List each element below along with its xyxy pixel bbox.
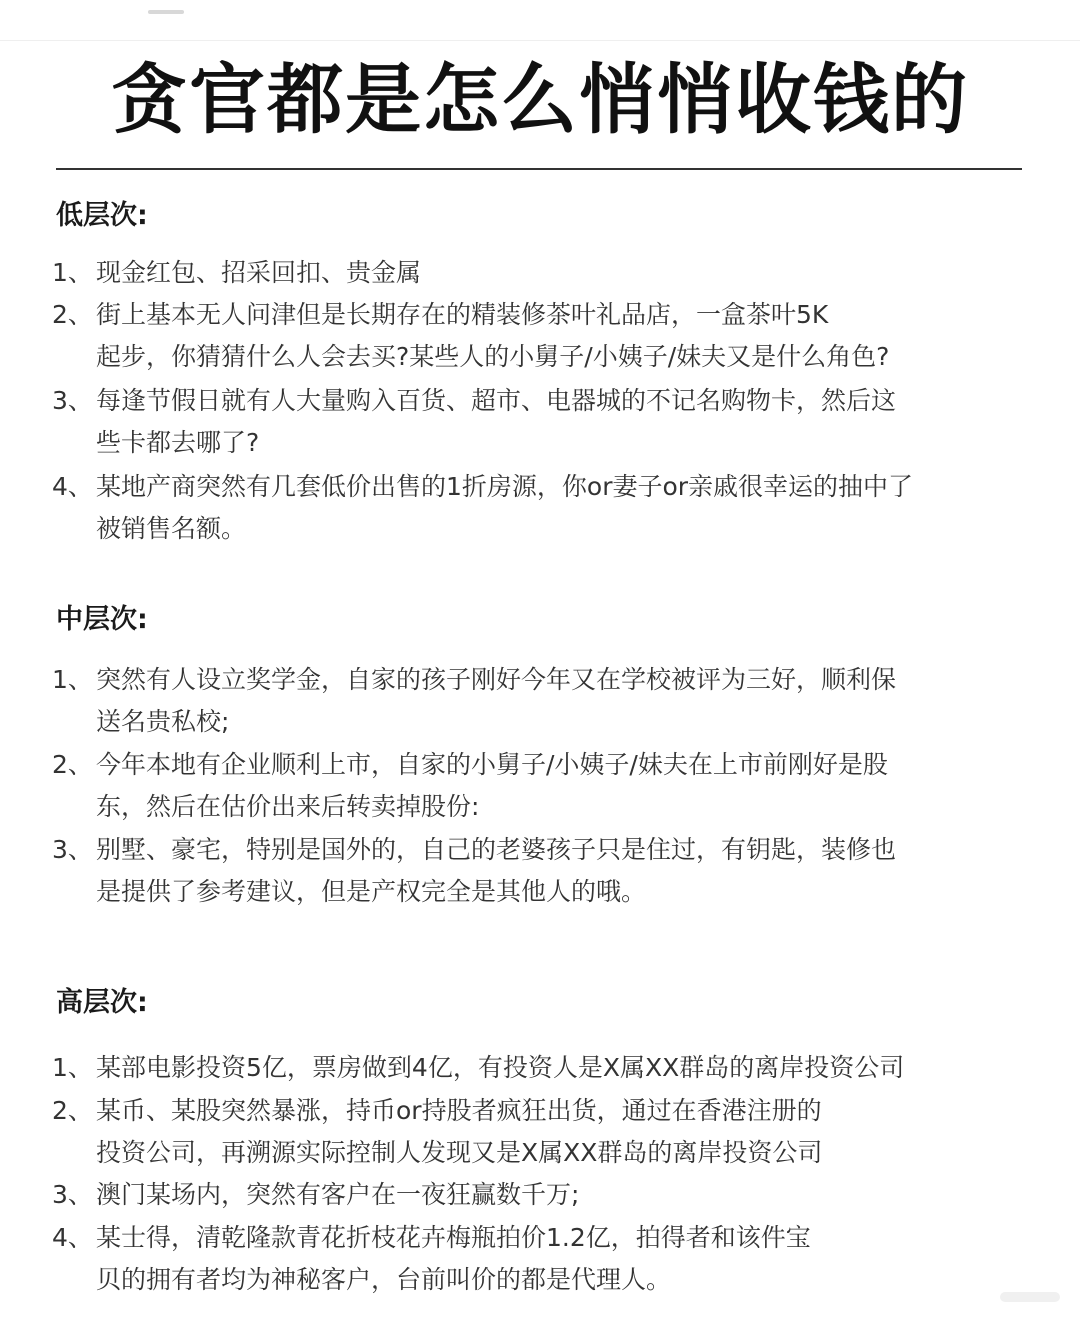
item-line: 东，然后在估价出来后转卖掉股份: — [96, 792, 480, 821]
item-number: 4、 — [52, 472, 93, 501]
item-line: 某士得，清乾隆款青花折枝花卉梅瓶拍价1.2亿，拍得者和该件宝 — [96, 1223, 811, 1252]
item-line: 贝的拥有者均为神秘客户，台前叫价的都是代理人。 — [96, 1265, 672, 1294]
list-item — [52, 744, 1012, 828]
section-heading-low: 低层次: — [56, 200, 148, 231]
list-item — [52, 1047, 1012, 1089]
top-bar-mark — [148, 10, 184, 14]
item-number: 2、 — [52, 750, 93, 779]
item-line: 起步，你猜猜什么人会去买?某些人的小舅子/小姨子/妹夫又是什么角色? — [96, 342, 890, 371]
item-line: 被销售名额。 — [96, 514, 247, 543]
item-number: 4、 — [52, 1223, 93, 1252]
item-number: 1、 — [52, 665, 93, 694]
item-line: 现金红包、招采回扣、贵金属 — [96, 258, 422, 287]
item-line: 每逢节假日就有人大量购入百货、超市、电器城的不记名购物卡，然后这 — [96, 386, 897, 415]
item-line: 些卡都去哪了? — [96, 428, 260, 457]
item-line: 突然有人设立奖学金，自家的孩子刚好今年又在学校被评为三好，顺利保 — [96, 665, 897, 694]
list-item — [52, 252, 1012, 294]
list-item — [52, 1090, 1012, 1174]
list-item — [52, 294, 1012, 378]
item-line: 今年本地有企业顺利上市，自家的小舅子/小姨子/妹夫在上市前刚好是股 — [96, 750, 888, 779]
item-line: 某部电影投资5亿，票房做到4亿，有投资人是X属XX群岛的离岸投资公司 — [96, 1053, 905, 1082]
item-number: 1、 — [52, 1053, 93, 1082]
list-item — [52, 466, 1012, 550]
item-line: 某币、某股突然暴涨，持币or持股者疯狂出货，通过在香港注册的 — [96, 1096, 822, 1125]
item-line: 送名贵私校; — [96, 707, 230, 736]
item-line: 投资公司，再溯源实际控制人发现又是X属XX群岛的离岸投资公司 — [96, 1138, 823, 1167]
item-line: 澳门某场内，突然有客户在一夜狂赢数千万; — [96, 1180, 580, 1209]
list-item — [52, 1217, 1012, 1301]
title-divider — [56, 168, 1022, 170]
list-item — [52, 659, 1012, 743]
item-number: 2、 — [52, 1096, 93, 1125]
item-line: 街上基本无人问津但是长期存在的精装修茶叶礼品店，一盒茶叶5K — [96, 300, 829, 329]
item-line: 是提供了参考建议，但是产权完全是其他人的哦。 — [96, 877, 647, 906]
watermark — [1000, 1292, 1060, 1302]
item-line: 别墅、豪宅，特别是国外的，自己的老婆孩子只是住过，有钥匙，装修也 — [96, 835, 897, 864]
item-number: 3、 — [52, 835, 93, 864]
list-item — [52, 380, 1012, 464]
list-item — [52, 1174, 1012, 1216]
section-heading-high: 高层次: — [56, 987, 148, 1018]
item-number: 2、 — [52, 300, 93, 329]
list-item — [52, 829, 1012, 913]
item-number: 3、 — [52, 1180, 93, 1209]
top-bar — [0, 0, 1080, 41]
page-title: 贪官都是怎么悄悄收钱的 — [111, 55, 969, 144]
item-line: 某地产商突然有几套低价出售的1折房源，你or妻子or亲戚很幸运的抽中了 — [96, 472, 914, 501]
section-heading-mid: 中层次: — [56, 604, 148, 635]
item-number: 3、 — [52, 386, 93, 415]
item-number: 1、 — [52, 258, 93, 287]
